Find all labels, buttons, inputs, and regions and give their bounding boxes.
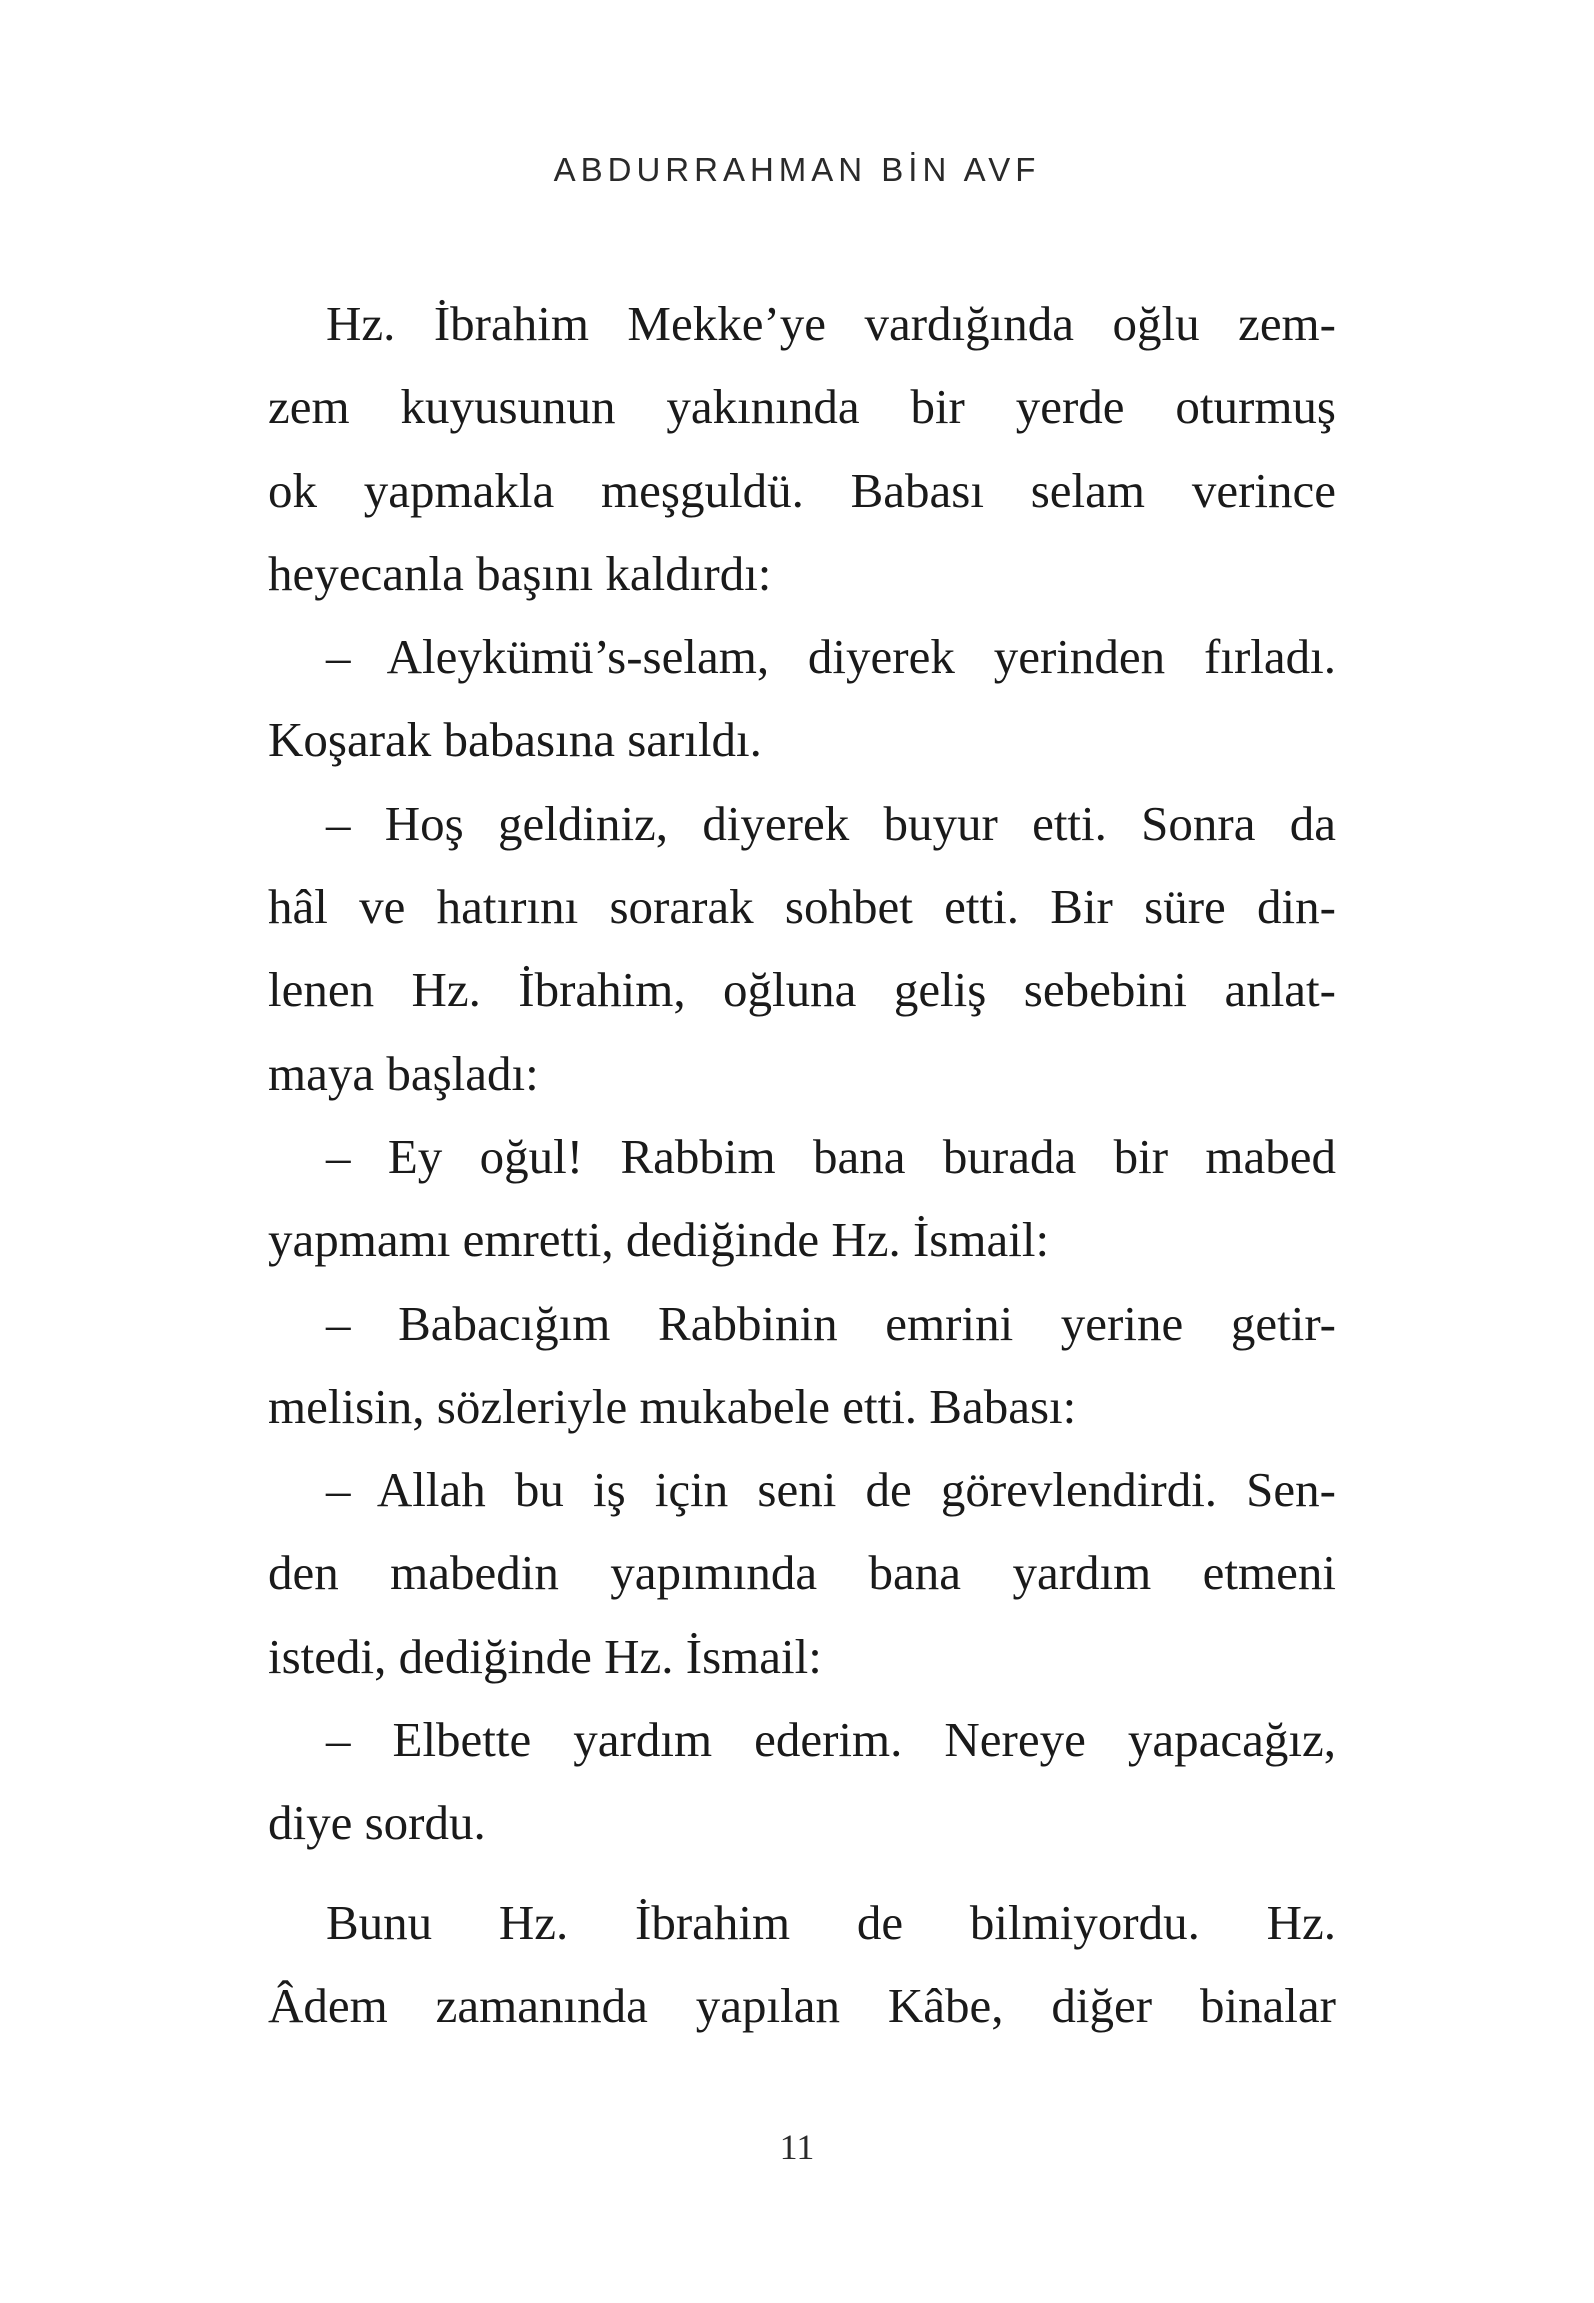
text-line: – Elbette yardım ederim. Nereye yapacağız, — [326, 1712, 1336, 1768]
running-header: ABDURRAHMAN BİN AVF — [553, 151, 1041, 188]
text-line: maya başladı: — [268, 1045, 539, 1101]
text-line: Âdem zamanında yapılan Kâbe, diğer binalar — [268, 1977, 1336, 2033]
body-text — [268, 282, 1336, 2047]
text-line: diye sordu. — [268, 1795, 486, 1851]
text-line: yapmamı emretti, dediğinde Hz. İsmail: — [268, 1212, 1050, 1268]
text-line: – Allah bu iş için seni de görevlendirdi. Sen- — [326, 1462, 1336, 1518]
text-line: Hz. İbrahim Mekke’ye vardığında oğlu zem- — [326, 296, 1336, 351]
text-line: melisin, sözleriyle mukabele etti. Babası: — [268, 1378, 1077, 1434]
text-line: ok yapmakla meşguldü. Babası selam verince — [268, 462, 1336, 518]
text-line: lenen Hz. İbrahim, oğluna geliş sebebini anlat- — [268, 962, 1336, 1018]
text-line: zem kuyusunun yakınında bir yerde oturmuş — [268, 379, 1336, 435]
text-line: – Hoş geldiniz, diyerek buyur etti. Sonra da — [326, 795, 1336, 851]
text-line: istedi, dediğinde Hz. İsmail: — [268, 1628, 822, 1684]
page-number: 11 — [779, 2127, 815, 2167]
text-line: – Ey oğul! Rabbim bana burada bir mabed — [326, 1128, 1336, 1184]
text-line: heyecanla başını kaldırdı: — [268, 545, 772, 601]
text-line: hâl ve hatırını sorarak sohbet etti. Bir süre din- — [268, 879, 1336, 935]
text-line: – Babacığım Rabbinin emrini yerine getir- — [326, 1295, 1336, 1351]
text-line: den mabedin yapımında bana yardım etmeni — [268, 1545, 1336, 1601]
text-line: – Aleykümü’s-selam, diyerek yerinden fırladı. — [326, 629, 1336, 685]
text-line: Koşarak babasına sarıldı. — [268, 712, 762, 768]
text-line: Bunu Hz. İbrahim de bilmiyordu. Hz. — [326, 1894, 1336, 1950]
